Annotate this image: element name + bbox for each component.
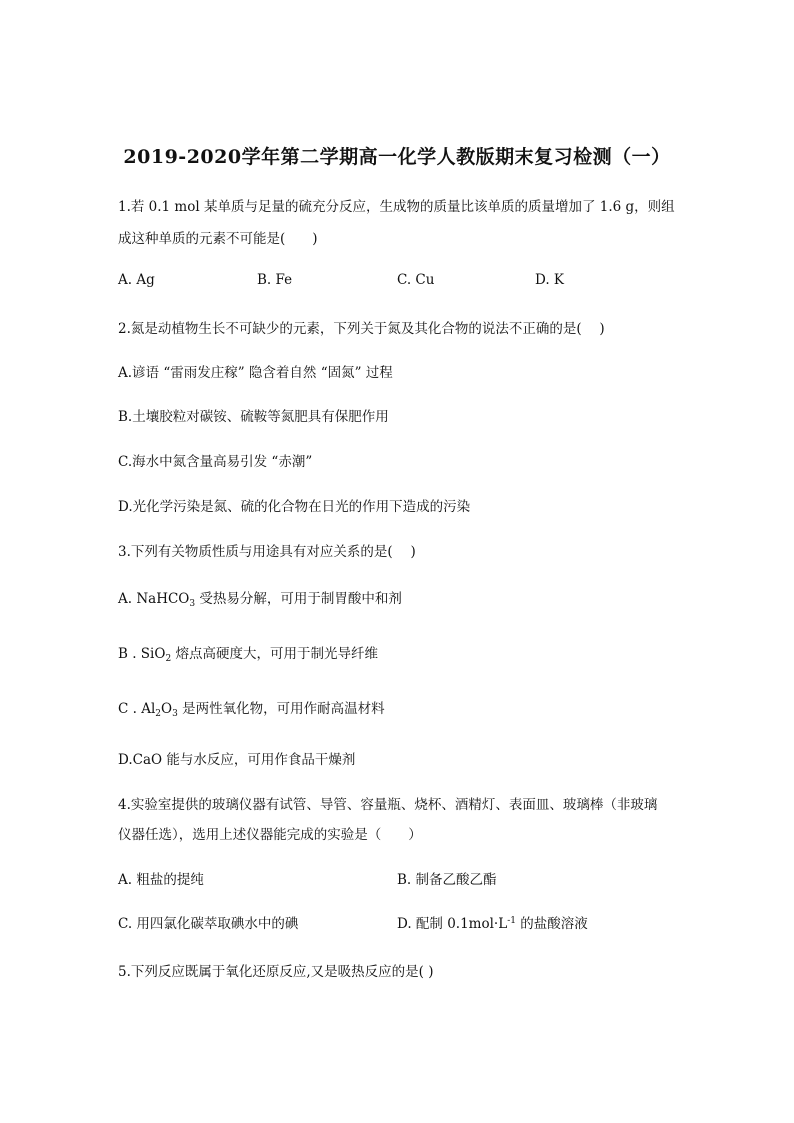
question-3-stem: 3.下列有关物质性质与用途具有对应关系的是( ): [118, 544, 416, 560]
question-4-stem-line-2: 仪器任选），选用上述仪器能完成的实验是（ ）: [118, 827, 422, 843]
question-4-stem-line-1: 4.实验室提供的玻璃仪器有试管、导管、容量瓶、烧杯、酒精灯、表面皿、玻璃棒（非玻璃: [118, 797, 658, 813]
question-4-option-b: B. 制备乙酸乙酯: [397, 872, 497, 888]
question-2-option-a: A.谚语 “雷雨发庄稼” 隐含着自然 “固氮” 过程: [118, 365, 393, 381]
question-5-stem: 5.下列反应既属于氧化还原反应,又是吸热反应的是( ): [118, 964, 434, 980]
question-1-stem-line-2: 成这种单质的元素不可能是( ): [118, 231, 318, 247]
question-4-option-d: D. 配制 $0.1mol\cdot L^{-1}$ 的盐酸溶液: [397, 916, 588, 932]
question-1-stem-line-1: 1.若 0.1 mol 某单质与足量的硫充分反应，生成物的质量比该单质的质量增加了 1.6 g，则组: [118, 199, 675, 215]
question-1-option-a: A. Ag: [118, 272, 155, 288]
question-1-option-c: C. Cu: [397, 272, 435, 288]
question-2-option-d: D.光化学污染是氮、硫的化合物在日光的作用下造成的污染: [118, 499, 471, 515]
question-1-option-d: D. K: [535, 272, 565, 288]
page-title: 2019-2020学年第二学期高一化学人教版期末复习检测（一）: [123, 146, 671, 168]
question-3-option-d: D.CaO 能与水反应，可用作食品干燥剂: [118, 752, 356, 768]
question-3-option-c: C . $Al_2O_3$ 是两性氧化物，可用作耐高温材料: [118, 701, 385, 719]
question-3-option-a: A. NaHCO$_3$ 受热易分解，可用于制胃酸中和剂: [118, 591, 402, 609]
question-4-option-a: A. 粗盐的提纯: [118, 872, 204, 888]
question-1-option-b: B. Fe: [257, 272, 293, 288]
question-2-option-b: B.土壤胶粒对碳铵、硫鞍等氮肥具有保肥作用: [118, 409, 389, 425]
question-2-stem: 2.氮是动植物生长不可缺少的元素，下列关于氮及其化合物的说法不正确的是( ): [118, 321, 605, 337]
question-3-option-b: B . SiO$_2$ 熔点高硬度大，可用于制光导纤维: [118, 646, 378, 664]
question-4-option-c: C. 用四氯化碳萃取碘水中的碘: [118, 916, 299, 932]
question-2-option-c: C.海水中氮含量高易引发 “赤潮”: [118, 454, 313, 470]
